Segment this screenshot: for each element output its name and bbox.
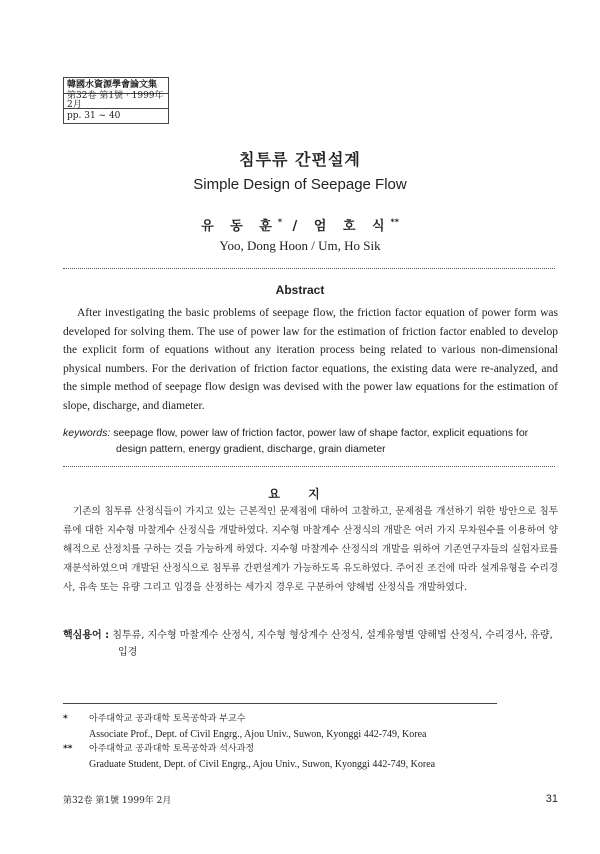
korean-keywords-section xyxy=(63,627,558,661)
paper-title-english: Simple Design of Seepage Flow xyxy=(193,176,407,193)
page-footer xyxy=(63,793,558,806)
authors-korean xyxy=(0,215,600,234)
abstract-body: After investigating the basic problems of seepage flow, the friction factor equation of power form was developed for solving them. The use of power law for the estimation of friction factor enabled to develop the explicit form of equations without any iteration process being related to various non-dimensional physical numbers. For the derivation of friction factor equations, the existing data were re-analyzed, and the simple method of seepage flow design was devised with the power law equations for the estimation of slope, discharge, and diameter. xyxy=(63,307,558,412)
korean-abstract-body: 기존의 침투류 산정식들이 가지고 있는 근본적인 문제점에 대하여 고찰하고, 문제점을 개선하기 위한 방안으로 침투류에 대한 지수형 마찰계수 산정식을 개발하였다. 지수형 마찰계수 산정식의 개발은 여러 가지 무차원수를 이용하여 양해적으로 산정치를 구하는 것을 가능하게 하였다. 지수형 마찰계수 산정식의 개발을 위하여 기존연구자들의 실험자료를 재분석하였으며 개발된 산정식으로 침투류 간편설계가 가능하도록 유도하였다. 주어진 조건에 따라 설계유형을 수리경사, 유속 또는 유량 그리고 입경을 산정하는 세가지 경우로 구분하여 양해법 산정식을 개발하였다. xyxy=(63,506,558,593)
footnote-2-mark: ** xyxy=(63,744,73,754)
abstract-heading: Abstract xyxy=(275,283,325,297)
divider-top xyxy=(63,268,555,269)
keywords-label: keywords: xyxy=(63,427,111,439)
page-number: 31 xyxy=(545,793,558,805)
footnote-2-korean: 아주대학교 공과대학 토목공학과 석사과정 xyxy=(89,744,255,754)
korean-keywords-label: 핵심용어 : xyxy=(63,630,110,641)
footnote-1-english-row xyxy=(63,727,558,742)
footnote-divider xyxy=(63,703,497,704)
footnote-2 xyxy=(63,742,558,757)
footnote-2-spacer xyxy=(63,757,89,772)
footnote-1-english: Associate Prof., Dept. of Civil Engrg., Ajou Univ., Suwon, Kyonggi 442-749, Korea xyxy=(89,729,427,740)
divider-middle xyxy=(63,466,555,467)
footnote-1-korean: 아주대학교 공과대학 토목공학과 부교수 xyxy=(89,714,246,724)
footnotes xyxy=(63,712,558,772)
footer-volume-issue: 第32卷 第1號 1999年 2月 xyxy=(63,796,172,806)
keywords-text: seepage flow, power law of friction factor, power law of shape factor, explicit equations for design pattern, energy gradient, discharge, grain diameter xyxy=(113,427,529,455)
author-separator: / xyxy=(282,219,314,234)
author1-footnote-mark: * xyxy=(277,217,282,227)
korean-abstract-heading: 요 지 xyxy=(268,487,332,501)
footnote-2-english-row xyxy=(63,757,558,772)
footnote-2-english: Graduate Student, Dept. of Civil Engrg., Ajou Univ., Suwon, Kyonggi 442-749, Korea xyxy=(89,759,436,770)
paper-title-korean: 침투류 간편설계 xyxy=(239,150,361,169)
footnote-1 xyxy=(63,712,558,727)
journal-name: 韓國水資源學會論文集 xyxy=(67,80,158,90)
keywords-section xyxy=(63,425,558,457)
journal-pages: pp. 31 ~ 40 xyxy=(64,108,168,123)
author1-name: 유 동 훈 xyxy=(201,219,278,234)
journal-info-box xyxy=(63,77,169,124)
author2-footnote-mark: ** xyxy=(390,217,399,227)
footnote-1-spacer xyxy=(63,727,89,742)
authors-english: Yoo, Dong Hoon / Um, Ho Sik xyxy=(219,238,381,253)
journal-volume-issue: 第32卷 第1號 · 1999年 2月 xyxy=(64,93,168,108)
korean-keywords-text: 침투류, 지수형 마찰계수 산정식, 지수형 형상계수 산정식, 설계유형별 양해법 산정식, 수리경사, 유량, 입경 xyxy=(112,630,553,658)
footnote-1-mark: * xyxy=(63,714,68,724)
author2-name: 엄 호 식 xyxy=(313,219,391,234)
